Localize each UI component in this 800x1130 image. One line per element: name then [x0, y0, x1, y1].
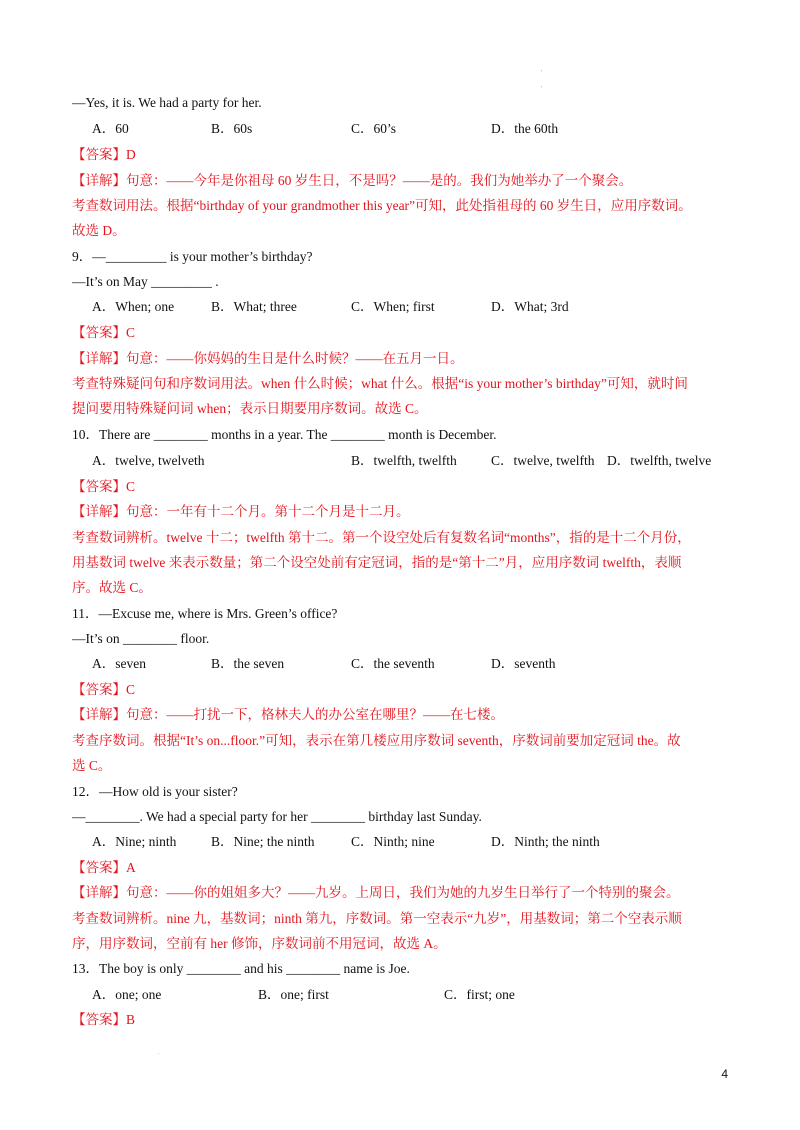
option-b: B．one; first: [258, 987, 329, 1002]
q8-detail-1: 【详解】句意：——今年是你祖母 60 岁生日，不是吗？——是的。我们为她举办了一个聚会。: [72, 173, 633, 188]
option-a: A．60: [92, 121, 129, 136]
q12-reply: —________. We had a special party for her ________ birthday last Sunday.: [72, 809, 482, 824]
option-b: B．the seven: [211, 656, 285, 671]
option-b: B．Nine; the ninth: [211, 834, 315, 849]
q9-answer: 【答案】C: [72, 325, 136, 340]
q12-detail-3: 序，用序数词，空前有 her 修饰，序数词前不用冠词，故选 A。: [72, 936, 447, 951]
q12-detail-1: 【详解】句意：——你的姐姐多大？——九岁。上周日，我们为她的九岁生日举行了一个特别的聚会。: [72, 885, 680, 900]
q11-detail-2: 考查序数词。根据“It’s on...floor.”可知，表示在第几楼应用序数词 seventh，序数词前要加定冠词 the。故: [72, 733, 681, 748]
q8-detail-2: 考查数词用法。根据“birthday of your grandmother this year”可知，此处指祖母的 60 岁生日，应用序数词。: [72, 198, 692, 213]
q13-answer: 【答案】B: [72, 1012, 136, 1027]
option-b: B．twelfth, twelfth: [351, 453, 457, 468]
q9-stem: 9．—_________ is your mother’s birthday?: [72, 249, 313, 264]
option-d: D．What; 3rd: [491, 299, 569, 314]
q9-detail-1: 【详解】句意：——你妈妈的生日是什么时候？——在五月一日。: [72, 351, 464, 366]
q13-stem: 13．The boy is only ________ and his ________ name is Joe.: [72, 961, 410, 976]
q10-answer: 【答案】C: [72, 479, 136, 494]
q11-reply: —It’s on ________ floor.: [72, 631, 210, 646]
q9-detail-2: 考查特殊疑问句和序数词用法。when 什么时候；what 什么。根据“is your mother’s birthday”可知，就时间: [72, 376, 688, 391]
q10-stem: 10．There are ________ months in a year. The ________ month is December.: [72, 427, 497, 442]
q11-detail-3: 选 C。: [72, 758, 112, 773]
q8-detail-3: 故选 D。: [72, 223, 126, 238]
q12-stem: 12．—How old is your sister?: [72, 784, 238, 799]
option-c: C．the seventh: [351, 656, 435, 671]
scan-mark: ': [541, 70, 543, 76]
scan-mark: .: [158, 1050, 160, 1056]
q11-answer: 【答案】C: [72, 682, 136, 697]
option-a: A．one; one: [92, 987, 162, 1002]
option-d: D．the 60th: [491, 121, 559, 136]
q10-detail-2: 考查数词辨析。twelve 十二；twelfth 第十二。第一个设空处后有复数名词“months”，指的是十二个月份，: [72, 530, 691, 545]
scan-mark: ': [541, 86, 543, 92]
option-c: C．Ninth; nine: [351, 834, 435, 849]
option-c: C．When; first: [351, 299, 435, 314]
option-a: A．twelve, twelveth: [92, 453, 205, 468]
option-a: A．Nine; ninth: [92, 834, 177, 849]
option-c: C．twelve, twelfth: [491, 453, 595, 468]
q11-stem: 11．—Excuse me, where is Mrs. Green’s office?: [72, 606, 338, 621]
option-d: D．Ninth; the ninth: [491, 834, 600, 849]
page-number: 4: [721, 1067, 728, 1081]
q10-detail-1: 【详解】句意：一年有十二个月。第十二个月是十二月。: [72, 504, 410, 519]
option-d: D．twelfth, twelve: [607, 453, 712, 468]
q8-answer: 【答案】D: [72, 147, 136, 162]
q12-detail-2: 考查数词辨析。nine 九，基数词；ninth 第九，序数词。第一空表示“九岁”，用基数词；第二个空表示顺: [72, 911, 682, 926]
q10-detail-4: 序。故选 C。: [72, 580, 152, 595]
option-b: B．What; three: [211, 299, 297, 314]
q11-detail-1: 【详解】句意：——打扰一下，格林夫人的办公室在哪里？——在七楼。: [72, 707, 504, 722]
option-d: D．seventh: [491, 656, 556, 671]
option-b: B．60s: [211, 121, 253, 136]
q8-reply: —Yes, it is. We had a party for her.: [72, 95, 262, 110]
option-c: C．60’s: [351, 121, 397, 136]
q9-reply: —It’s on May _________ .: [72, 274, 219, 289]
q10-detail-3: 用基数词 twelve 来表示数量；第二个设空处前有定冠词，指的是“第十二”月，应用序数词 twelfth，表顺: [72, 555, 682, 570]
q12-answer: 【答案】A: [72, 860, 136, 875]
option-c: C．first; one: [444, 987, 515, 1002]
option-a: A．When; one: [92, 299, 175, 314]
option-a: A．seven: [92, 656, 146, 671]
q9-detail-3: 提问要用特殊疑问词 when；表示日期要用序数词。故选 C。: [72, 401, 428, 416]
